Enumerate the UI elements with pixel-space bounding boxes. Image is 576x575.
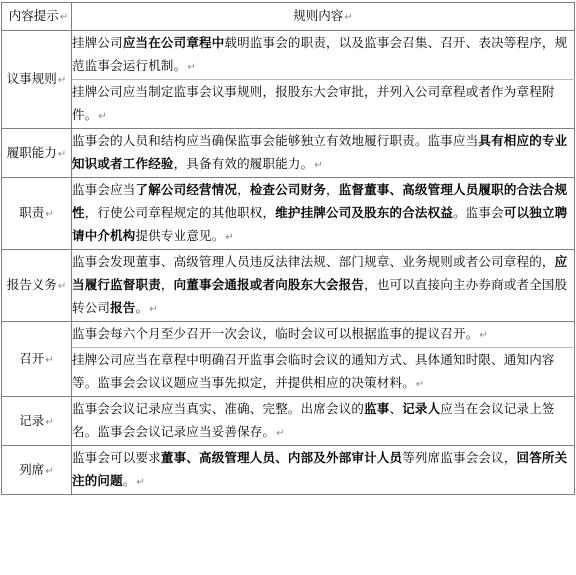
rule-cell (72, 80, 575, 129)
rule-text: 等列席监事会会议， (402, 450, 517, 465)
category-label: 报告义务 (6, 277, 57, 292)
rule-column-header (72, 3, 575, 31)
emphasized-text: 董事、高级管理人员、内部及外部审计人员 (160, 450, 403, 465)
rules-table-body (2, 3, 575, 495)
paragraph-mark-icon: ↵ (57, 148, 67, 160)
category-label: 议事规则 (6, 71, 57, 86)
emphasized-text: 具有相应的专业知识或者工作经验 (72, 133, 568, 171)
table-row (2, 348, 575, 397)
paragraph-mark-icon: ↵ (45, 354, 54, 366)
emphasized-text: 监事 (364, 401, 390, 416)
rule-text: 。 (122, 473, 136, 488)
table-row (2, 31, 575, 80)
paragraph-mark-icon: ↵ (45, 416, 54, 428)
rule-cell (72, 322, 575, 348)
category-cell (2, 397, 72, 446)
rule-text: 监事会每六个月至少召开一次会议，临时会议可以根据监事的提议召开。 (72, 326, 479, 341)
category-label: 职责 (19, 205, 45, 220)
table-row (2, 178, 575, 250)
rule-text: 挂牌公司 (72, 35, 123, 50)
emphasized-text: 向董事会通报或者向股东大会报告 (173, 277, 365, 292)
category-header-label: 内容提示 (8, 8, 59, 23)
rule-text: 监事会的人员和结构应当确保监事会能够独立有效地履行职责。监事应当 (72, 133, 479, 148)
emphasized-text: 回答所关注的问题 (72, 450, 568, 488)
paragraph-mark-icon: ↵ (225, 232, 235, 243)
rule-cell (72, 446, 575, 495)
rule-text: ， (160, 277, 174, 292)
table-row (2, 397, 575, 446)
paragraph-mark-icon: ↵ (59, 12, 69, 23)
rule-text: 监事会应当 (72, 182, 136, 197)
emphasized-text: 应当履行监督职责 (72, 254, 568, 292)
rule-text: 。 (135, 300, 149, 315)
table-row (2, 250, 575, 322)
category-label: 记录 (19, 412, 45, 428)
rule-text: 监事会发现董事、高级管理人员违反法律法规、部门规章、业务规则或者公司章程的， (72, 254, 555, 269)
rule-cell (72, 31, 575, 80)
rule-text: 。监事会 (453, 205, 504, 220)
rule-text: ，也可以直接向主办券商或者全国股转公司 (72, 277, 568, 315)
category-cell (2, 250, 72, 322)
rule-text: 应当在会议记录上签名。监事会会议记录应当妥善保存。 (72, 401, 555, 439)
table-row (2, 80, 575, 129)
paragraph-mark-icon: ↵ (45, 465, 54, 477)
rule-text: 、 (389, 401, 403, 416)
rule-text: ，具备有效的履职能力。 (173, 156, 314, 171)
emphasized-text: 报告 (110, 300, 136, 315)
emphasized-text: 检查公司财务 (249, 182, 327, 197)
rule-text: ， (237, 182, 250, 197)
category-cell (2, 446, 72, 495)
rule-cell (72, 348, 575, 397)
paragraph-mark-icon: ↵ (314, 160, 323, 171)
rules-table (1, 2, 575, 495)
rule-text: ， (326, 182, 339, 197)
category-cell (2, 322, 72, 397)
emphasized-text: 监督董事、高级管理人员履职的合法合规性 (72, 182, 568, 220)
emphasized-text: 应当在公司章程中 (122, 35, 225, 50)
rule-cell (72, 178, 575, 250)
rule-text: 监事会会议记录应当真实、准确、完整。出席会议的 (72, 401, 365, 416)
category-label: 列席 (19, 461, 45, 477)
category-label: 履职能力 (6, 144, 57, 160)
paragraph-mark-icon: ↵ (187, 62, 196, 73)
table-row (2, 322, 575, 348)
category-cell (2, 178, 72, 250)
paragraph-mark-icon: ↵ (479, 330, 488, 341)
rule-text: ，行使公司章程规定的其他职权， (84, 205, 276, 220)
rule-text: 挂牌公司应当在章程中明确召开监事会临时会议的通知方式、具体通知时限、通知内容等。监事会会议议题应当事先拟定，并提供相应的决策材料。 (72, 352, 555, 390)
rule-header-label: 规则内容 (293, 8, 344, 23)
table-row (2, 129, 575, 178)
emphasized-text: 了解公司经营情况 (135, 182, 238, 197)
rule-cell (72, 129, 575, 178)
paragraph-mark-icon: ↵ (149, 304, 158, 315)
emphasized-text: 维护挂牌公司及股东的合法权益 (275, 205, 454, 220)
paragraph-mark-icon: ↵ (276, 428, 285, 439)
category-column-header (2, 3, 72, 31)
paragraph-mark-icon: ↵ (98, 111, 107, 122)
emphasized-text: 可以独立聘请中介机构 (72, 205, 568, 243)
rule-text: 提供专业意见。 (135, 228, 225, 243)
rule-text: 监事会可以要求 (72, 450, 161, 465)
paragraph-mark-icon: ↵ (344, 12, 353, 23)
category-cell (2, 129, 72, 178)
rule-cell (72, 397, 575, 446)
rule-cell (72, 250, 575, 322)
category-label: 召开 (19, 350, 45, 366)
paragraph-mark-icon: ↵ (136, 477, 146, 488)
rule-text: 载明监事会的职责，以及监事会召集、召开、表决等程序，规范监事会运行机制。 (72, 35, 568, 73)
paragraph-mark-icon: ↵ (57, 281, 67, 292)
paragraph-mark-icon: ↵ (45, 209, 54, 220)
rule-text: 挂牌公司应当制定监事会议事规则，报股东大会审批，并列入公司章程或者作为章程附件。 (72, 84, 555, 122)
table-row (2, 446, 575, 495)
paragraph-mark-icon: ↵ (415, 379, 425, 390)
emphasized-text: 记录人 (402, 401, 441, 416)
table-header-row (2, 3, 575, 31)
category-cell (2, 31, 72, 129)
paragraph-mark-icon: ↵ (57, 75, 67, 86)
